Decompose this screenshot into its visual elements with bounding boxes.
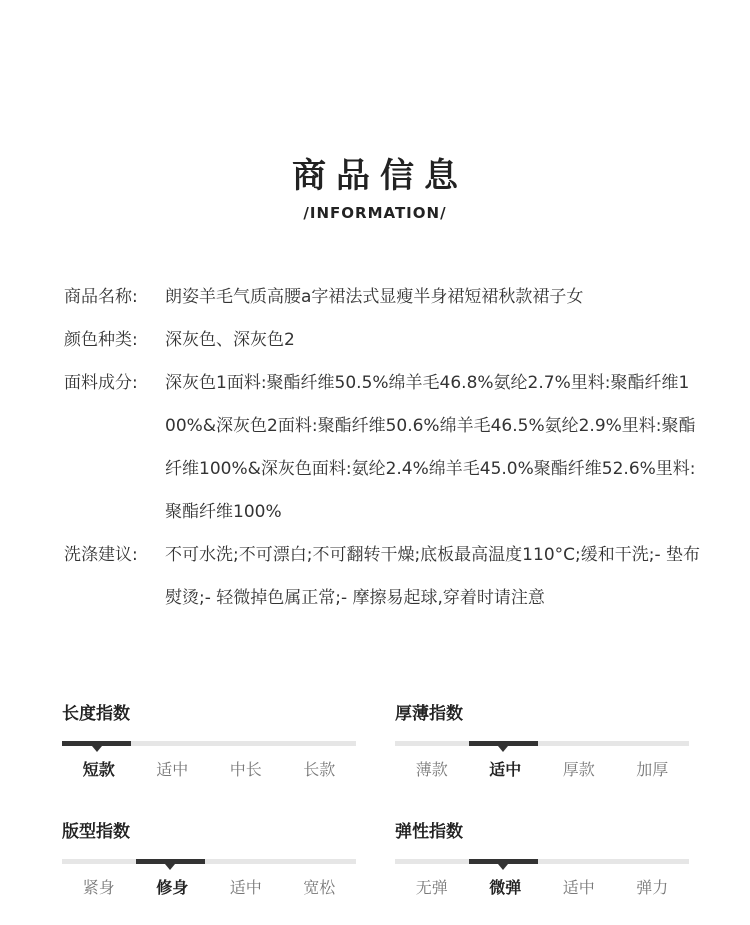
metric-option: 修身 (156, 878, 189, 897)
metric-title: 弹性指数 (395, 822, 463, 842)
metric-option: 中长 (229, 760, 262, 779)
info-row-color (64, 319, 704, 362)
metric-option: 短款 (82, 760, 115, 779)
color-value: 深灰色、深灰色2 (165, 330, 295, 350)
metric-option: 紧身 (82, 878, 115, 897)
metric-track (62, 859, 356, 864)
metric-elasticity (395, 820, 689, 900)
material-value: 深灰色1面料:聚酯纤维50.5%绵羊毛46.8%氨纶2.7%里料:聚酯纤维100%&深灰色2面料:聚酯纤维50.6%绵羊毛46.5%氨纶2.9%里料:聚酯纤维100%&深灰色面料:氨纶2.4%绵羊毛45.0%聚酯纤维52.6%里料:聚酯纤维100% (165, 373, 696, 522)
metric-length (62, 702, 356, 782)
metric-option: 适中 (562, 878, 595, 897)
metric-options (395, 876, 689, 900)
metric-indicator (469, 859, 538, 864)
wash-value: 不可水洗;不可漂白;不可翻转干燥;底板最高温度110°C;缓和干洗;- 垫布熨烫;- 轻微掉色属正常;- 摩擦易起球,穿着时请注意 (165, 545, 700, 608)
product-name-value: 朗姿羊毛气质高腰a字裙法式显瘦半身裙短裙秋款裙子女 (165, 287, 584, 307)
metric-thickness (395, 702, 689, 782)
metric-indicator (469, 741, 538, 746)
metric-option: 适中 (229, 878, 262, 897)
metric-indicator (62, 741, 131, 746)
info-row-material (64, 362, 704, 534)
metric-track (395, 859, 689, 864)
metric-indicator (136, 859, 205, 864)
info-row-name (64, 276, 704, 319)
metric-options (62, 876, 356, 900)
metric-option: 薄款 (415, 760, 448, 779)
metric-title: 版型指数 (62, 822, 130, 842)
metric-option: 微弹 (489, 878, 522, 897)
metric-option: 无弹 (415, 878, 448, 897)
metric-options (395, 758, 689, 782)
info-label: 商品名称: (64, 287, 138, 307)
info-row-wash (64, 534, 704, 620)
metric-title: 长度指数 (62, 704, 130, 724)
metric-track (62, 741, 356, 746)
page-subtitle: /INFORMATION/ (303, 204, 447, 222)
info-label: 洗涤建议: (64, 545, 138, 565)
metric-option: 弹力 (636, 878, 669, 897)
info-label: 面料成分: (64, 373, 138, 393)
metric-option: 加厚 (636, 760, 669, 779)
metric-option: 长款 (303, 760, 336, 779)
metric-options (62, 758, 356, 782)
metric-track (395, 741, 689, 746)
metric-option: 适中 (489, 760, 522, 779)
metric-title: 厚薄指数 (395, 704, 463, 724)
metric-option: 宽松 (303, 878, 336, 897)
metric-option: 厚款 (562, 760, 595, 779)
metric-fit (62, 820, 356, 900)
product-info (64, 276, 704, 620)
page-title: 商品信息 (292, 156, 468, 196)
info-label: 颜色种类: (64, 330, 138, 350)
metric-option: 适中 (156, 760, 189, 779)
